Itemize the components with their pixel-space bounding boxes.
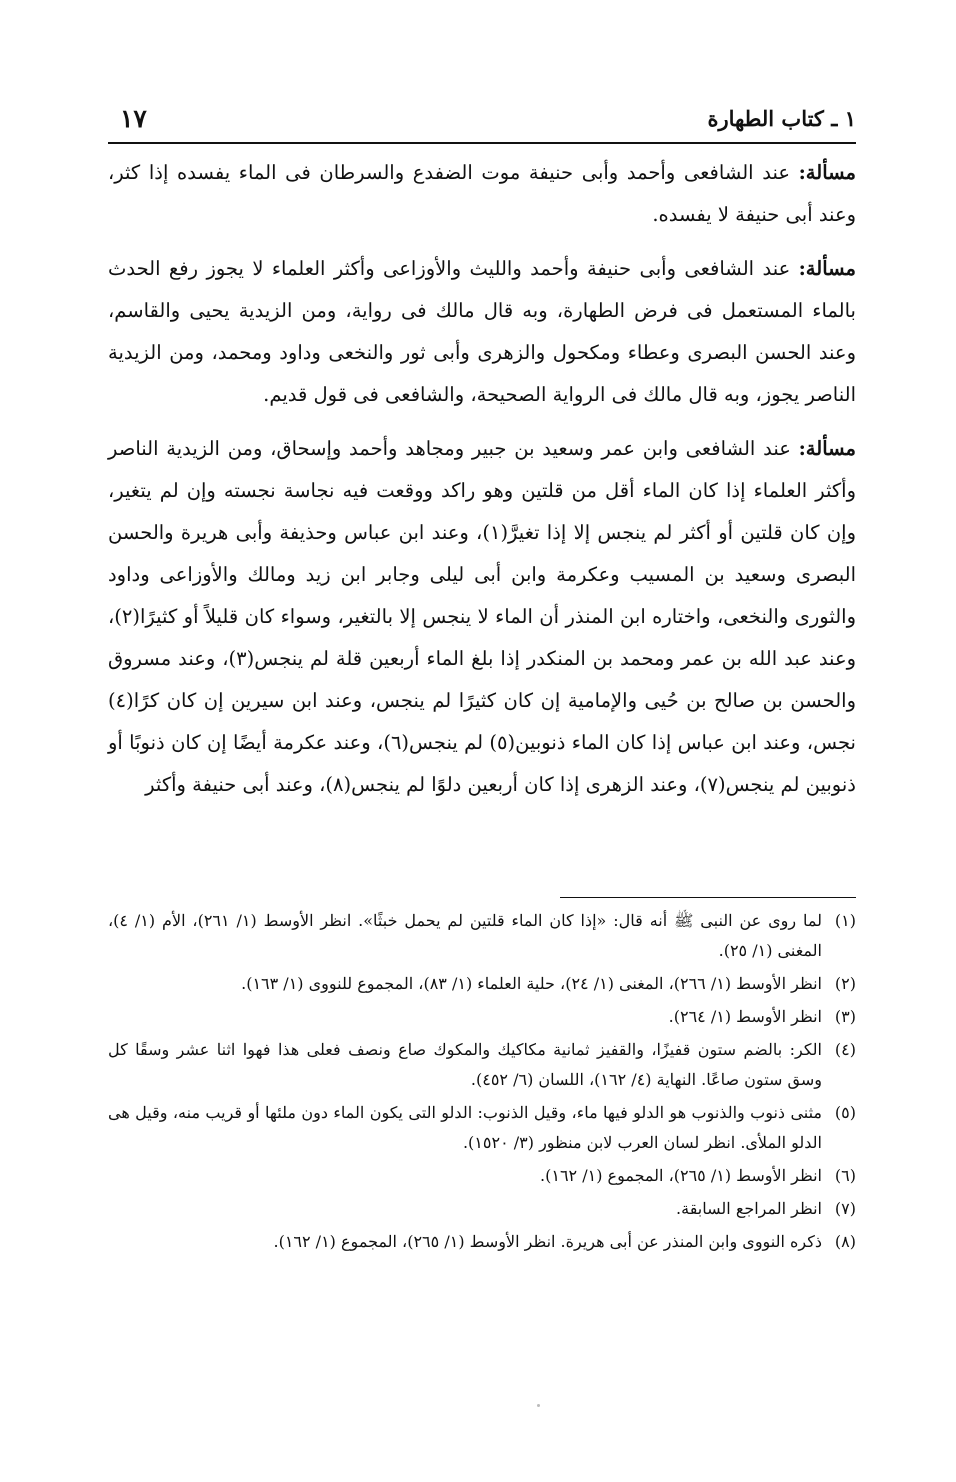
footnote-number: (٨) — [834, 1232, 856, 1251]
footnote-text: الكر: بالضم ستون قفيزًا، والقفيز ثمانية مكاكيك والمكوك صاع ونصف فعلى هذا فهوا اثنا عشر وسقًا كل وسق ستون صاعًا. النهاية (٤/ ١٦٢)، اللسان (٦/ ٤٥٢). — [108, 1040, 822, 1089]
footnote — [108, 1194, 856, 1224]
footnote-number: (١) — [834, 911, 856, 930]
footnote-text: انظر الأوسط (١/ ٢٦٥)، المجموع (١/ ١٦٢). — [540, 1166, 822, 1185]
paragraph-keyword: مسألة: — [798, 161, 856, 184]
footnote-text: لما روى عن النبى ﷺ أنه قال: «إذا كان الماء قلتين لم يحمل خبثًا». انظر الأوسط (١/ ٢٦١)، الأم (١/ ٤)، المغنى (١/ ٢٥). — [108, 911, 823, 960]
footnote-number: (٤) — [834, 1040, 856, 1059]
paragraph-text: عند الشافعى وأبى حنيفة وأحمد والليث والأوزاعى وأكثر العلماء لا يجوز رفع الحدث بالماء المستعمل فى فرض الطهارة، وبه قال مالك فى رواية، ومن الزيدية يحيى والقاسم، وعند الحسن البصرى وعطاء ومكحول والزهرى وأبى ثور والنخعى وداود ومحمد، ومن الزيدية الناصر يجوز، وبه قال مالك فى الرواية الصحيحة، والشافعى فى قول قديم. — [108, 257, 856, 406]
footnote-text: مثنى ذنوب والذنوب هو الدلو فيها ماء، وقيل الذنوب: الدلو التى يكون الماء دون ملئها أو قريب منه، وقيل هى الدلو الملأى. انظر لسان العرب لابن منظور (٣/ ١٥٢٠). — [108, 1103, 823, 1152]
page-number: ١٧ — [120, 104, 147, 133]
paragraph-keyword: مسألة: — [798, 257, 856, 280]
footnote — [108, 1002, 856, 1032]
paragraph — [108, 248, 856, 416]
footnote-text: ذكره النووى وابن المنذر عن أبى هريرة. انظر الأوسط (١/ ٢٦٥)، المجموع (١/ ١٦٢). — [273, 1232, 822, 1251]
footnote — [108, 1161, 856, 1191]
scan-speck — [537, 1404, 540, 1407]
footnote-number: (٣) — [834, 1007, 856, 1026]
paragraph-keyword: مسألة: — [798, 437, 856, 460]
running-header — [108, 100, 856, 144]
footnote — [108, 969, 856, 999]
paragraph — [108, 428, 856, 806]
footnote-number: (٦) — [834, 1166, 856, 1185]
footnote — [108, 906, 856, 966]
footnote — [108, 1035, 856, 1095]
main-text — [108, 152, 856, 818]
chapter-title: ١ ـ كتاب الطهارة — [707, 106, 856, 131]
footnote-text: انظر المراجع السابقة. — [676, 1199, 822, 1218]
paragraph-text: عند الشافعى وابن عمر وسعيد بن جبير ومجاهد وأحمد وإسحاق، ومن الزيدية الناصر وأكثر العلماء إذا كان الماء أقل من قلتين وهو راكد ووقعت فيه نجاسة نجسته وإن لم يتغير، وإن كان قلتين أو أكثر لم ينجس إلا إذا تغيرَّ(١)، وعند ابن عباس وحذيفة وأبى هريرة والحسن البصرى وسعيد بن المسيب وعكرمة وابن أبى ليلى وجابر ابن زيد ومالك والأوزاعى وداود والثورى والنخعى، واختاره ابن المنذر أن الماء لا ينجس إلا بالتغير، وسواء كان قليلاً أو كثيرًا(٢)، وعند عبد الله بن عمر ومحمد بن المنكدر إذا بلغ الماء أربعين قلة لم ينجس(٣)، وعند مسروق والحسن بن صالح بن حُيى والإمامية إن كان كثيرًا لم ينجس، وعند ابن سيرين إن كان كرًا(٤) نجس، وعند ابن عباس إذا كان الماء ذنوبين(٥) لم ينجس(٦)، وعند عكرمة أيضًا إن كان ذنوبًا أو ذنوبين لم ينجس(٧)، وعند الزهرى إذا كان أربعين دلوًا لم ينجس(٨)، وعند أبى حنيفة وأكثر — [108, 437, 856, 796]
footnote-separator — [560, 897, 856, 898]
footnote-number: (٢) — [834, 974, 856, 993]
footnote — [108, 1098, 856, 1158]
footnote-number: (٥) — [834, 1103, 856, 1122]
paragraph-text: عند الشافعى وأحمد وأبى حنيفة موت الضفدع والسرطان فى الماء يفسده إذا كثر، وعند أبى حنيفة لا يفسده. — [108, 161, 856, 226]
paragraph — [108, 152, 856, 236]
footnotes — [108, 906, 856, 1260]
footnote-text: انظر الأوسط (١/ ٢٦٤). — [668, 1007, 822, 1026]
footnote — [108, 1227, 856, 1257]
footnote-text: انظر الأوسط (١/ ٢٦٦)، المغنى (١/ ٢٤)، حلية العلماء (١/ ٨٣)، المجموع للنووى (١/ ١٦٣). — [241, 974, 822, 993]
footnote-number: (٧) — [834, 1199, 856, 1218]
